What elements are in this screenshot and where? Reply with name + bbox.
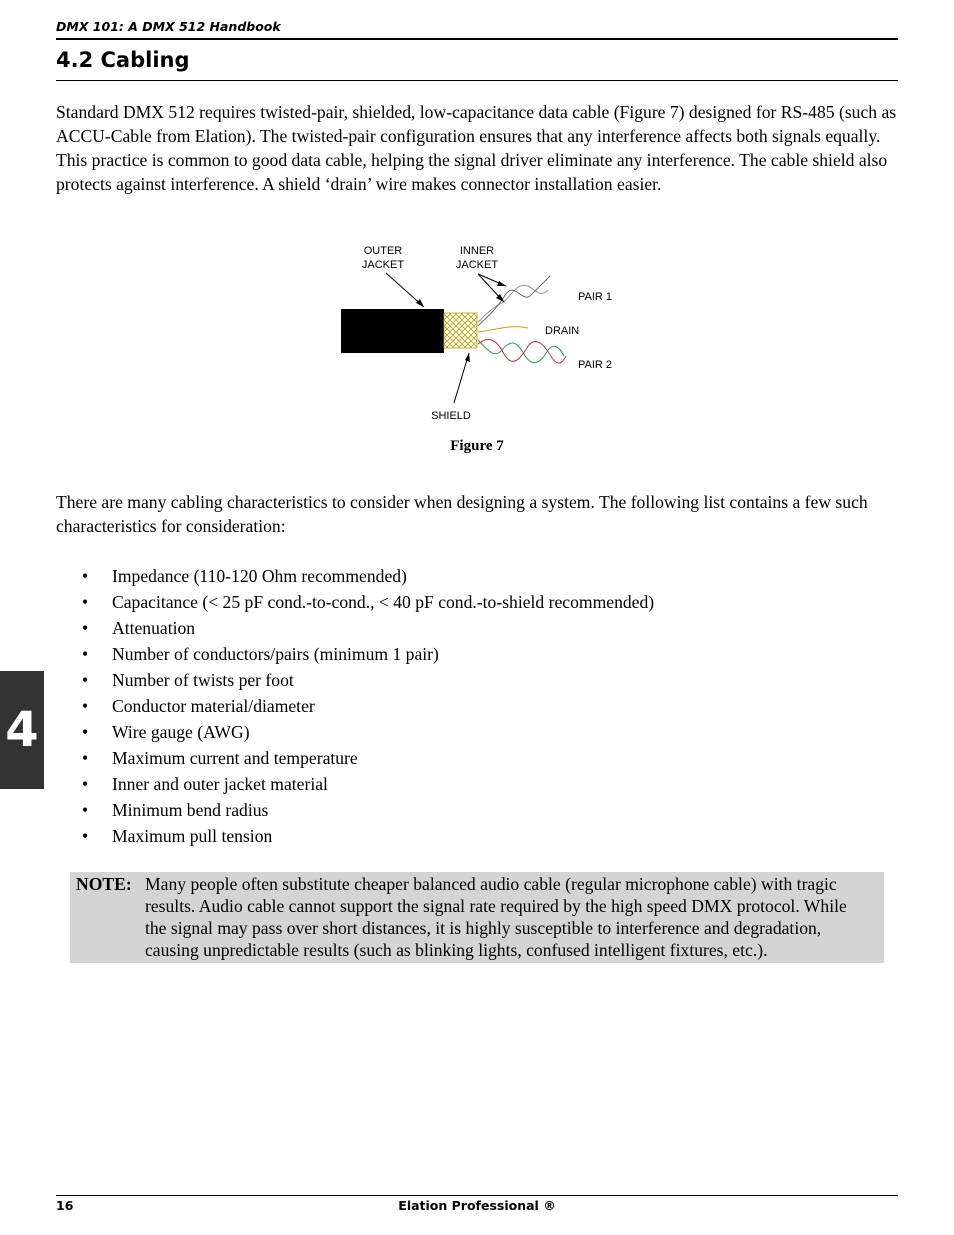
characteristics-list (80, 564, 654, 850)
label-pair1: PAIR 1 (578, 291, 613, 303)
label-outer-jacket-2: JACKET (361, 259, 405, 271)
list-item (80, 564, 654, 590)
note-label: NOTE: (76, 874, 132, 894)
list-item (80, 642, 654, 668)
list-item (80, 746, 654, 772)
list-item (80, 772, 654, 798)
list-item (80, 616, 654, 642)
list-item-text: Impedance (110-120 Ohm recommended) (112, 566, 407, 586)
cable-diagram (336, 236, 626, 426)
list-item-text: Maximum current and temperature (112, 748, 358, 768)
label-inner-jacket-1: INNER (459, 245, 495, 257)
intro-paragraph: Standard DMX 512 requires twisted-pair, shielded, low-capacitance data cable (Figure 7) designed for RS-485 (such as ACCU-Cable from Elation). The twisted-pair configuration ensures that any interference affects both signals equally. This practice is common to good data cable, helping the signal driver eliminate any interference. The cable shield also protects against interference. A shield ‘drain’ wire makes connector installation easier. (56, 102, 897, 194)
list-item (80, 668, 654, 694)
bullet-icon: • (82, 748, 89, 768)
outer-jacket-arrowhead (416, 299, 424, 307)
bullet-icon: • (82, 800, 89, 820)
footer-brand: Elation Professional ® (398, 1198, 556, 1213)
list-item-text: Maximum pull tension (112, 826, 273, 846)
figure-caption: Figure 7 (450, 438, 504, 454)
drain-wire (478, 327, 528, 332)
bullet-icon: • (82, 826, 89, 846)
list-item (80, 798, 654, 824)
note-line: the signal may pass over short distances, it is highly susceptible to interference and degradation, (145, 918, 822, 938)
chapter-tab: 4 (0, 671, 44, 789)
list-item-text: Number of conductors/pairs (minimum 1 pair) (112, 644, 439, 664)
inner-jacket-arrowhead-2 (497, 281, 506, 286)
list-item-text: Minimum bend radius (112, 800, 269, 820)
bullet-icon: • (82, 644, 89, 664)
label-pair2: PAIR 2 (578, 359, 613, 371)
label-outer-jacket-1: OUTER (363, 245, 403, 257)
section-title: 4.2 Cabling (56, 48, 190, 72)
bullet-icon: • (82, 722, 89, 742)
bullet-icon: • (82, 592, 89, 612)
note-line: causing unpredictable results (such as blinking lights, confused intelligent fixtures, etc.). (145, 940, 768, 960)
shield-arrowhead (465, 353, 470, 362)
note-line: results. Audio cable cannot support the signal rate required by the high speed DMX protocol. While (145, 896, 847, 916)
note-line: Many people often substitute cheaper balanced audio cable (regular microphone cable) with tragic (145, 874, 837, 894)
label-drain: DRAIN (545, 325, 580, 337)
list-item (80, 824, 654, 850)
list-item-text: Capacitance (< 25 pF cond.-to-cond., < 40 pF cond.-to-shield recommended) (112, 592, 655, 612)
bullet-icon: • (82, 774, 89, 794)
bullet-icon: • (82, 670, 89, 690)
page-number: 16 (56, 1198, 74, 1213)
bullet-icon: • (82, 566, 89, 586)
list-item-text: Conductor material/diameter (112, 696, 315, 716)
list-item (80, 694, 654, 720)
list-item (80, 590, 654, 616)
label-shield: SHIELD (431, 410, 471, 422)
header-rule (56, 38, 898, 40)
list-item-text: Number of twists per foot (112, 670, 294, 690)
shield-braid-shape (444, 313, 477, 348)
pair1-wire-b (478, 276, 550, 326)
running-header: DMX 101: A DMX 512 Handbook (56, 19, 281, 34)
note-text (145, 873, 895, 961)
list-intro-paragraph: There are many cabling characteristics to consider when designing a system. The following list contains a few such characteristics for consideration: (56, 492, 868, 536)
list-item-text: Attenuation (112, 618, 196, 638)
list-item-text: Wire gauge (AWG) (112, 722, 250, 742)
title-rule (56, 80, 898, 81)
list-item-text: Inner and outer jacket material (112, 774, 328, 794)
footer-rule (56, 1195, 898, 1196)
label-inner-jacket-2: JACKET (455, 259, 499, 271)
note-box (70, 872, 884, 963)
outer-jacket-shape (341, 309, 444, 353)
list-item (80, 720, 654, 746)
pair2-wire-a (478, 340, 564, 363)
bullet-icon: • (82, 696, 89, 716)
bullet-icon: • (82, 618, 89, 638)
